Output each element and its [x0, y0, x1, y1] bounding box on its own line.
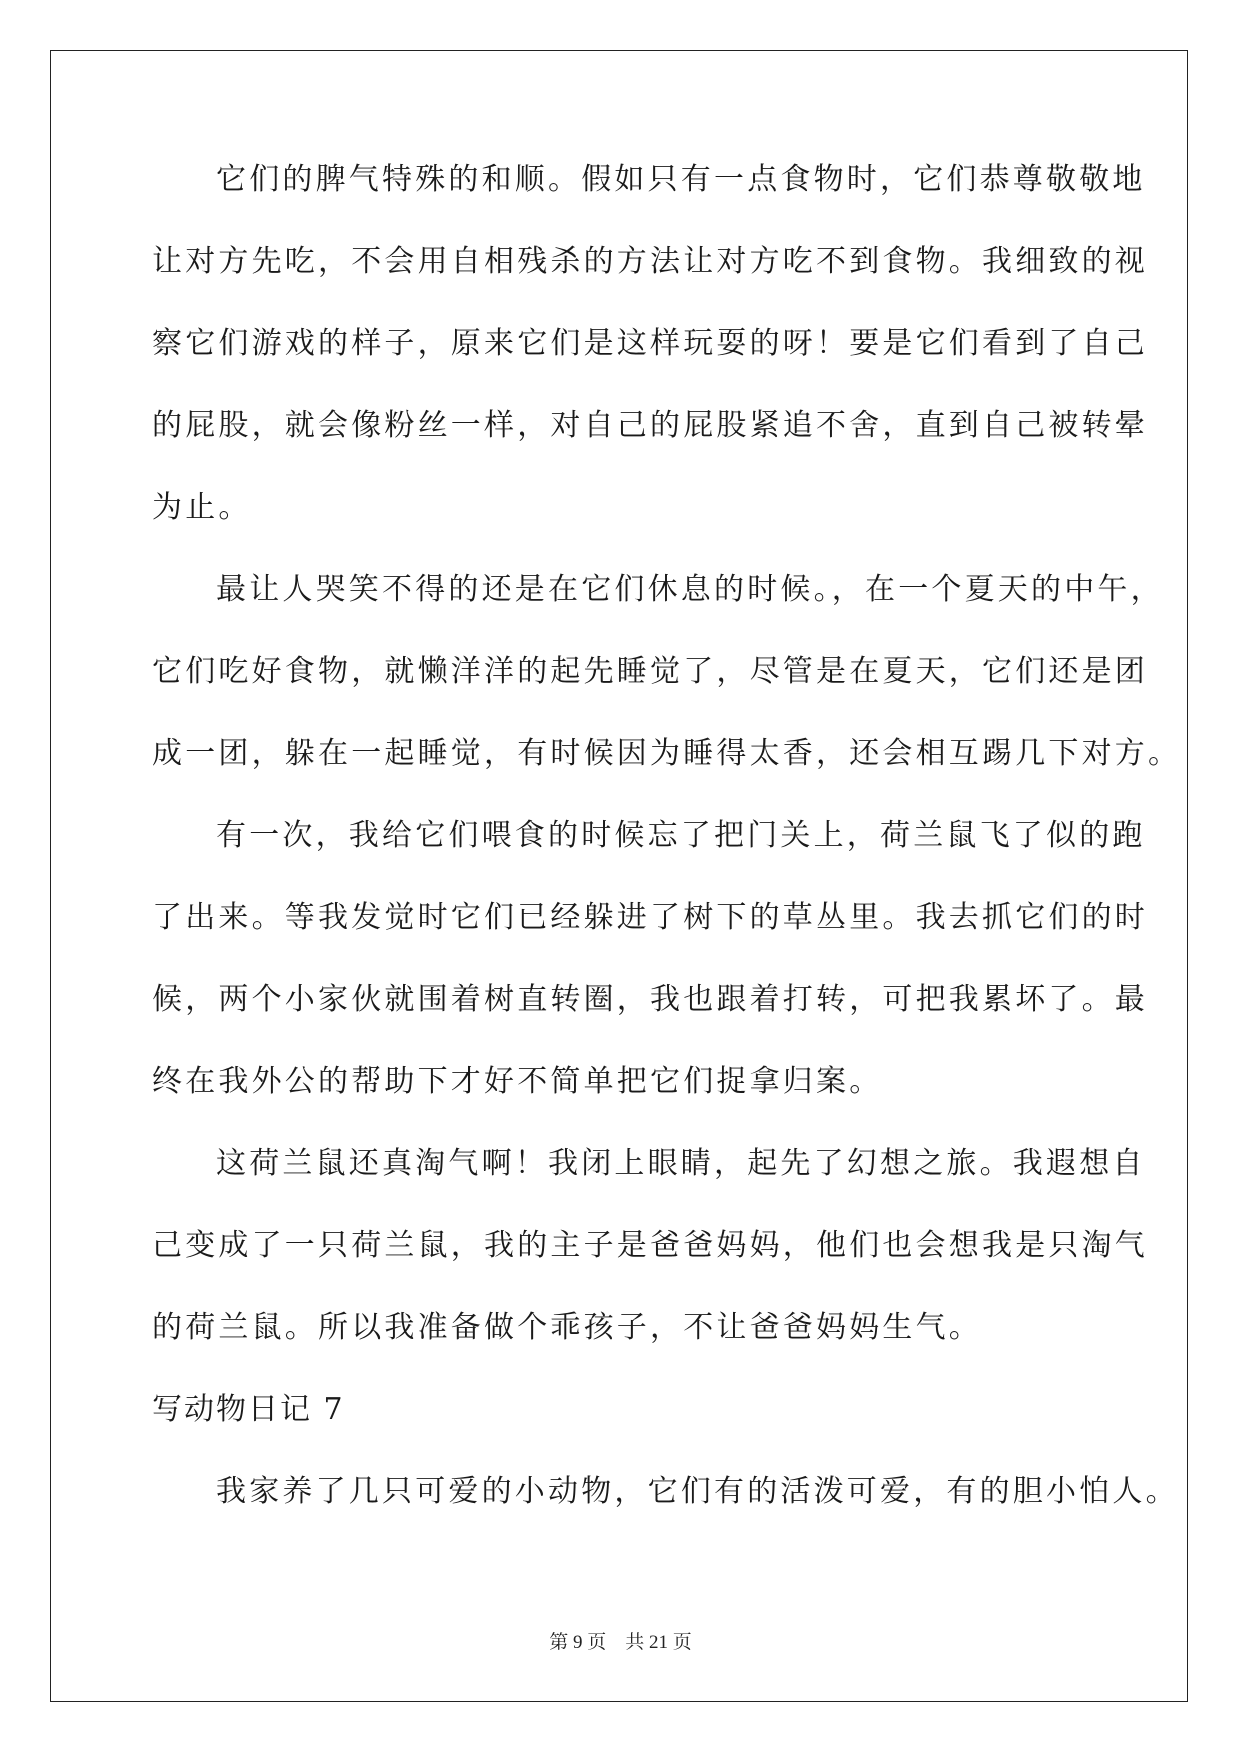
paragraph-line: 了出来。等我发觉时它们已经躲进了树下的草丛里。我去抓它们的时 — [152, 900, 1148, 935]
paragraph-line: 它们吃好食物，就懒洋洋的起先睡觉了，尽管是在夏天，它们还是团 — [152, 654, 1148, 689]
paragraph-line: 为止。 — [152, 490, 252, 525]
paragraph-line: 最让人哭笑不得的还是在它们休息的时候。，在一个夏天的中午， — [216, 572, 1164, 607]
paragraph-line: 察它们游戏的样子，原来它们是这样玩耍的呀！要是它们看到了自己 — [152, 326, 1148, 361]
document-body — [152, 160, 1182, 1554]
paragraph-line: 让对方先吃，不会用自相残杀的方法让对方吃不到食物。我细致的视 — [152, 244, 1148, 279]
paragraph-line: 的荷兰鼠。所以我准备做个乖孩子，不让爸爸妈妈生气。 — [152, 1310, 982, 1345]
paragraph-line: 终在我外公的帮助下才好不简单把它们捉拿归案。 — [152, 1064, 883, 1099]
paragraph-line: 这荷兰鼠还真淘气啊！我闭上眼睛，起先了幻想之旅。我遐想自 — [216, 1146, 1146, 1181]
paragraph-line: 它们的脾气特殊的和顺。假如只有一点食物时，它们恭尊敬敬地 — [216, 162, 1146, 197]
paragraph-line: 的屁股，就会像粉丝一样，对自己的屁股紧追不舍，直到自己被转晕 — [152, 408, 1148, 443]
section-heading: 写动物日记 7 — [152, 1392, 345, 1427]
page-number-footer: 第 9 页 共 21 页 — [549, 1632, 692, 1653]
paragraph-line: 己变成了一只荷兰鼠，我的主子是爸爸妈妈，他们也会想我是只淘气 — [152, 1228, 1148, 1263]
paragraph-line: 候，两个小家伙就围着树直转圈，我也跟着打转，可把我累坏了。最 — [152, 982, 1148, 1017]
paragraph-line: 我家养了几只可爱的小动物，它们有的活泼可爱，有的胆小怕人。 — [216, 1474, 1179, 1509]
paragraph-line: 成一团，躲在一起睡觉，有时候因为睡得太香，还会相互踢几下对方。 — [152, 736, 1182, 771]
paragraph-line: 有一次，我给它们喂食的时候忘了把门关上，荷兰鼠飞了似的跑 — [216, 818, 1146, 853]
